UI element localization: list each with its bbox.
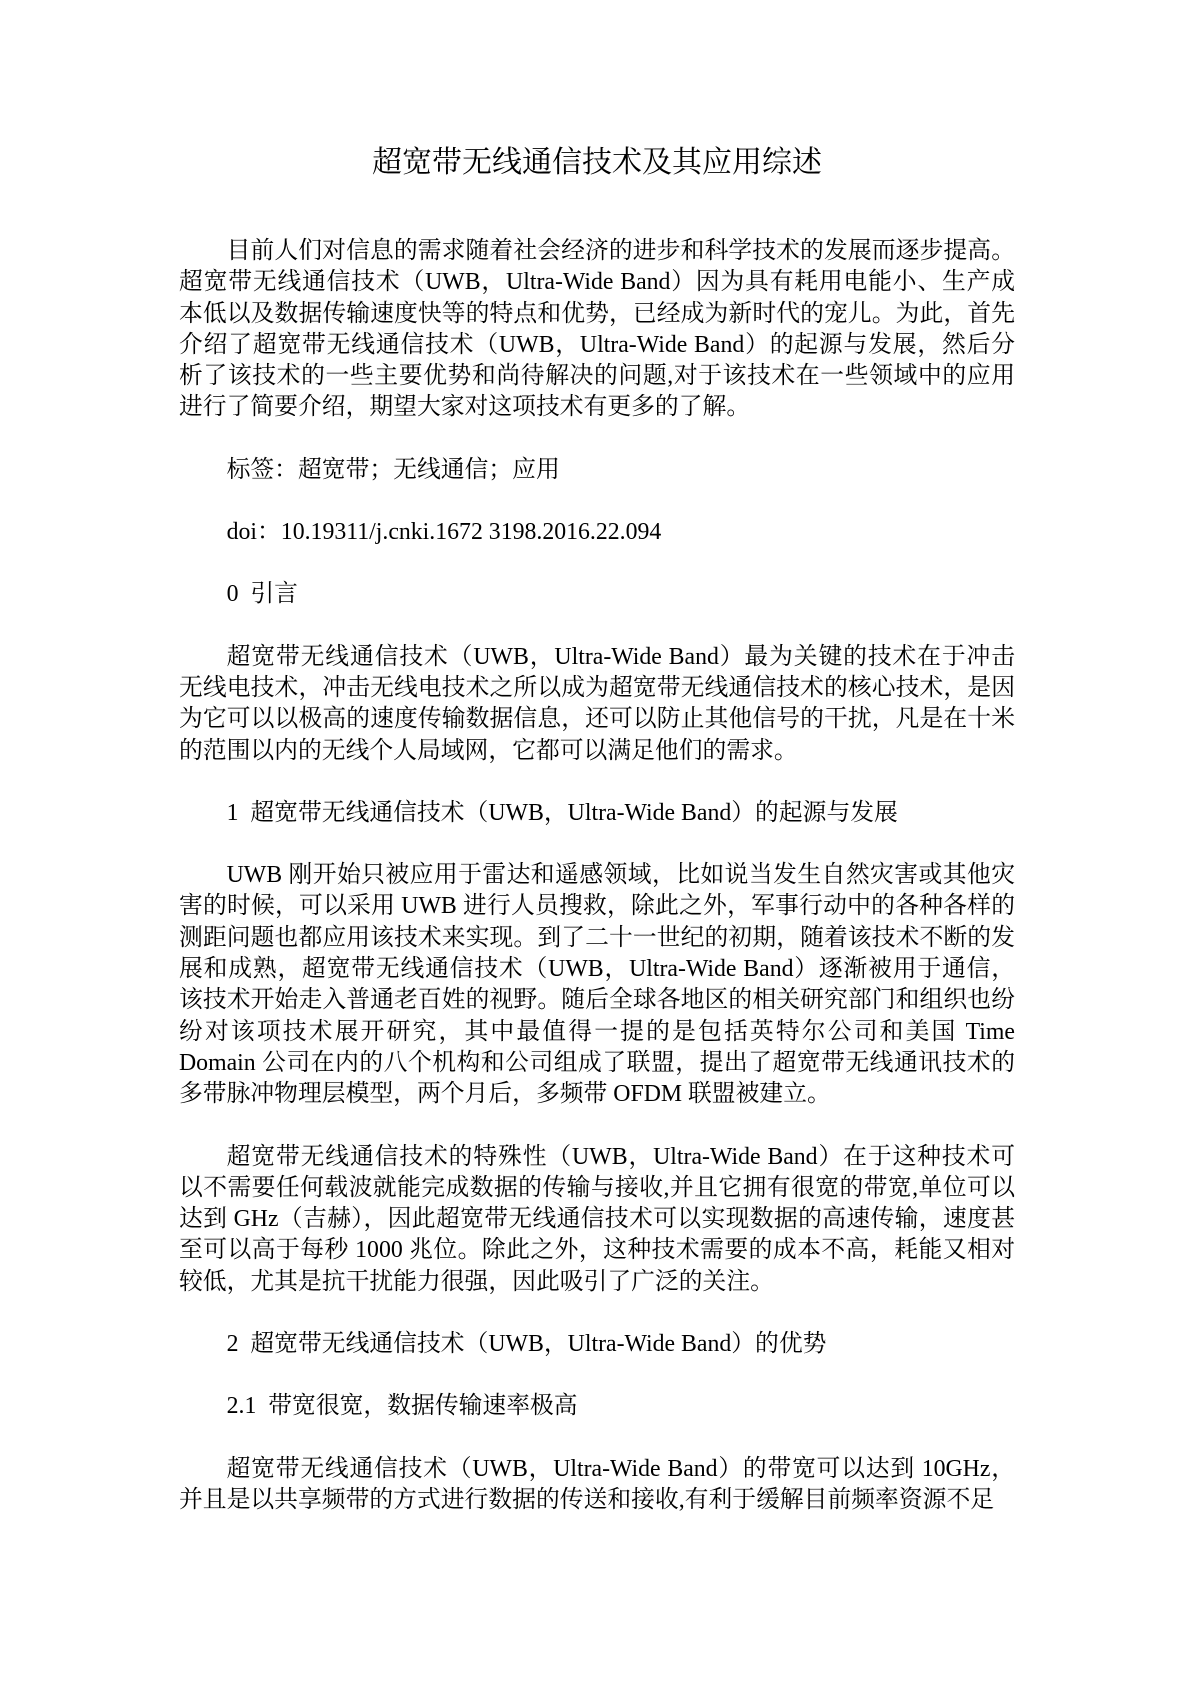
section-1-paragraph-2: 超宽带无线通信技术的特殊性（UWB，Ultra-Wide Band）在于这种技术可以不需要任何载波就能完成数据的传输与接收,并且它拥有很宽的带宽,单位可以达到 GHz（吉赫），因此超宽带无线通信技术可以实现数据的高速传输，速度甚至可以高于每秒 1000 兆位。除此之外，这种技术需要的成本不高，耗能又相对较低，尤其是抗干扰能力很强，因此吸引了广泛的关注。 [179,1143,1015,1295]
section-heading-1-origin-development: 1 超宽带无线通信技术（UWB，Ultra-Wide Band）的起源与发展 [226,799,898,826]
section-heading-0-introduction: 0 引言 [226,581,298,608]
section-2-1-paragraph-1: 超宽带无线通信技术（UWB，Ultra-Wide Band）的带宽可以达到 10GHz，并且是以共享频带的方式进行数据的传送和接收,有利于缓解目前频率资源不足 [179,1455,1015,1513]
section-0-paragraph-1: 超宽带无线通信技术（UWB，Ultra-Wide Band）最为关键的技术在于冲击无线电技术，冲击无线电技术之所以成为超宽带无线通信技术的核心技术，是因为它可以以极高的速度传输数据信息，还可以防止其他信号的干扰，凡是在十米的范围以内的无线个人局域网，它都可以满足他们的需求。 [179,643,1015,764]
section-1-paragraph-1: UWB 刚开始只被应用于雷达和遥感领域，比如说当发生自然灾害或其他灾害的时候，可以采用 UWB 进行人员搜救，除此之外，军事行动中的各种各样的测距问题也都应用该技术来实现。到了二十一世纪的初期，随着该技术不断的发展和成熟，超宽带无线通信技术（UWB，Ultra-Wide Band）逐渐被用于通信，该技术开始走入普通老百姓的视野。随后全球各地区的相关研究部门和组织也纷纷对该项技术展开研究，其中最值得一提的是包括英特尔公司和美国 Time Domain 公司在内的八个机构和公司组成了联盟，提出了超宽带无线通讯技术的多带脉冲物理层模型，两个月后，多频带 OFDM 联盟被建立。 [179,862,1015,1108]
document-content [179,0,1015,1547]
doi-line: doi：10.19311/j.cnki.1672 3198.2016.22.094 [226,519,662,546]
section-heading-2-1-bandwidth: 2.1 带宽很宽，数据传输速率极高 [226,1393,578,1420]
document-title: 超宽带无线通信技术及其应用综述 [372,146,822,179]
keywords-line: 标签：超宽带；无线通信；应用 [226,456,560,483]
section-heading-2-advantages: 2 超宽带无线通信技术（UWB，Ultra-Wide Band）的优势 [226,1331,827,1358]
abstract-paragraph: 目前人们对信息的需求随着社会经济的进步和科学技术的发展而逐步提高。超宽带无线通信技术（UWB，Ultra-Wide Band）因为具有耗用电能小、生产成本低以及数据传输速度快等的特点和优势，已经成为新时代的宠儿。为此，首先介绍了超宽带无线通信技术（UWB，Ultra-Wide Band）的起源与发展，然后分析了该技术的一些主要优势和尚待解决的问题,对于该技术在一些领域中的应用进行了简要介绍，期望大家对这项技术有更多的了解。 [179,238,1015,421]
